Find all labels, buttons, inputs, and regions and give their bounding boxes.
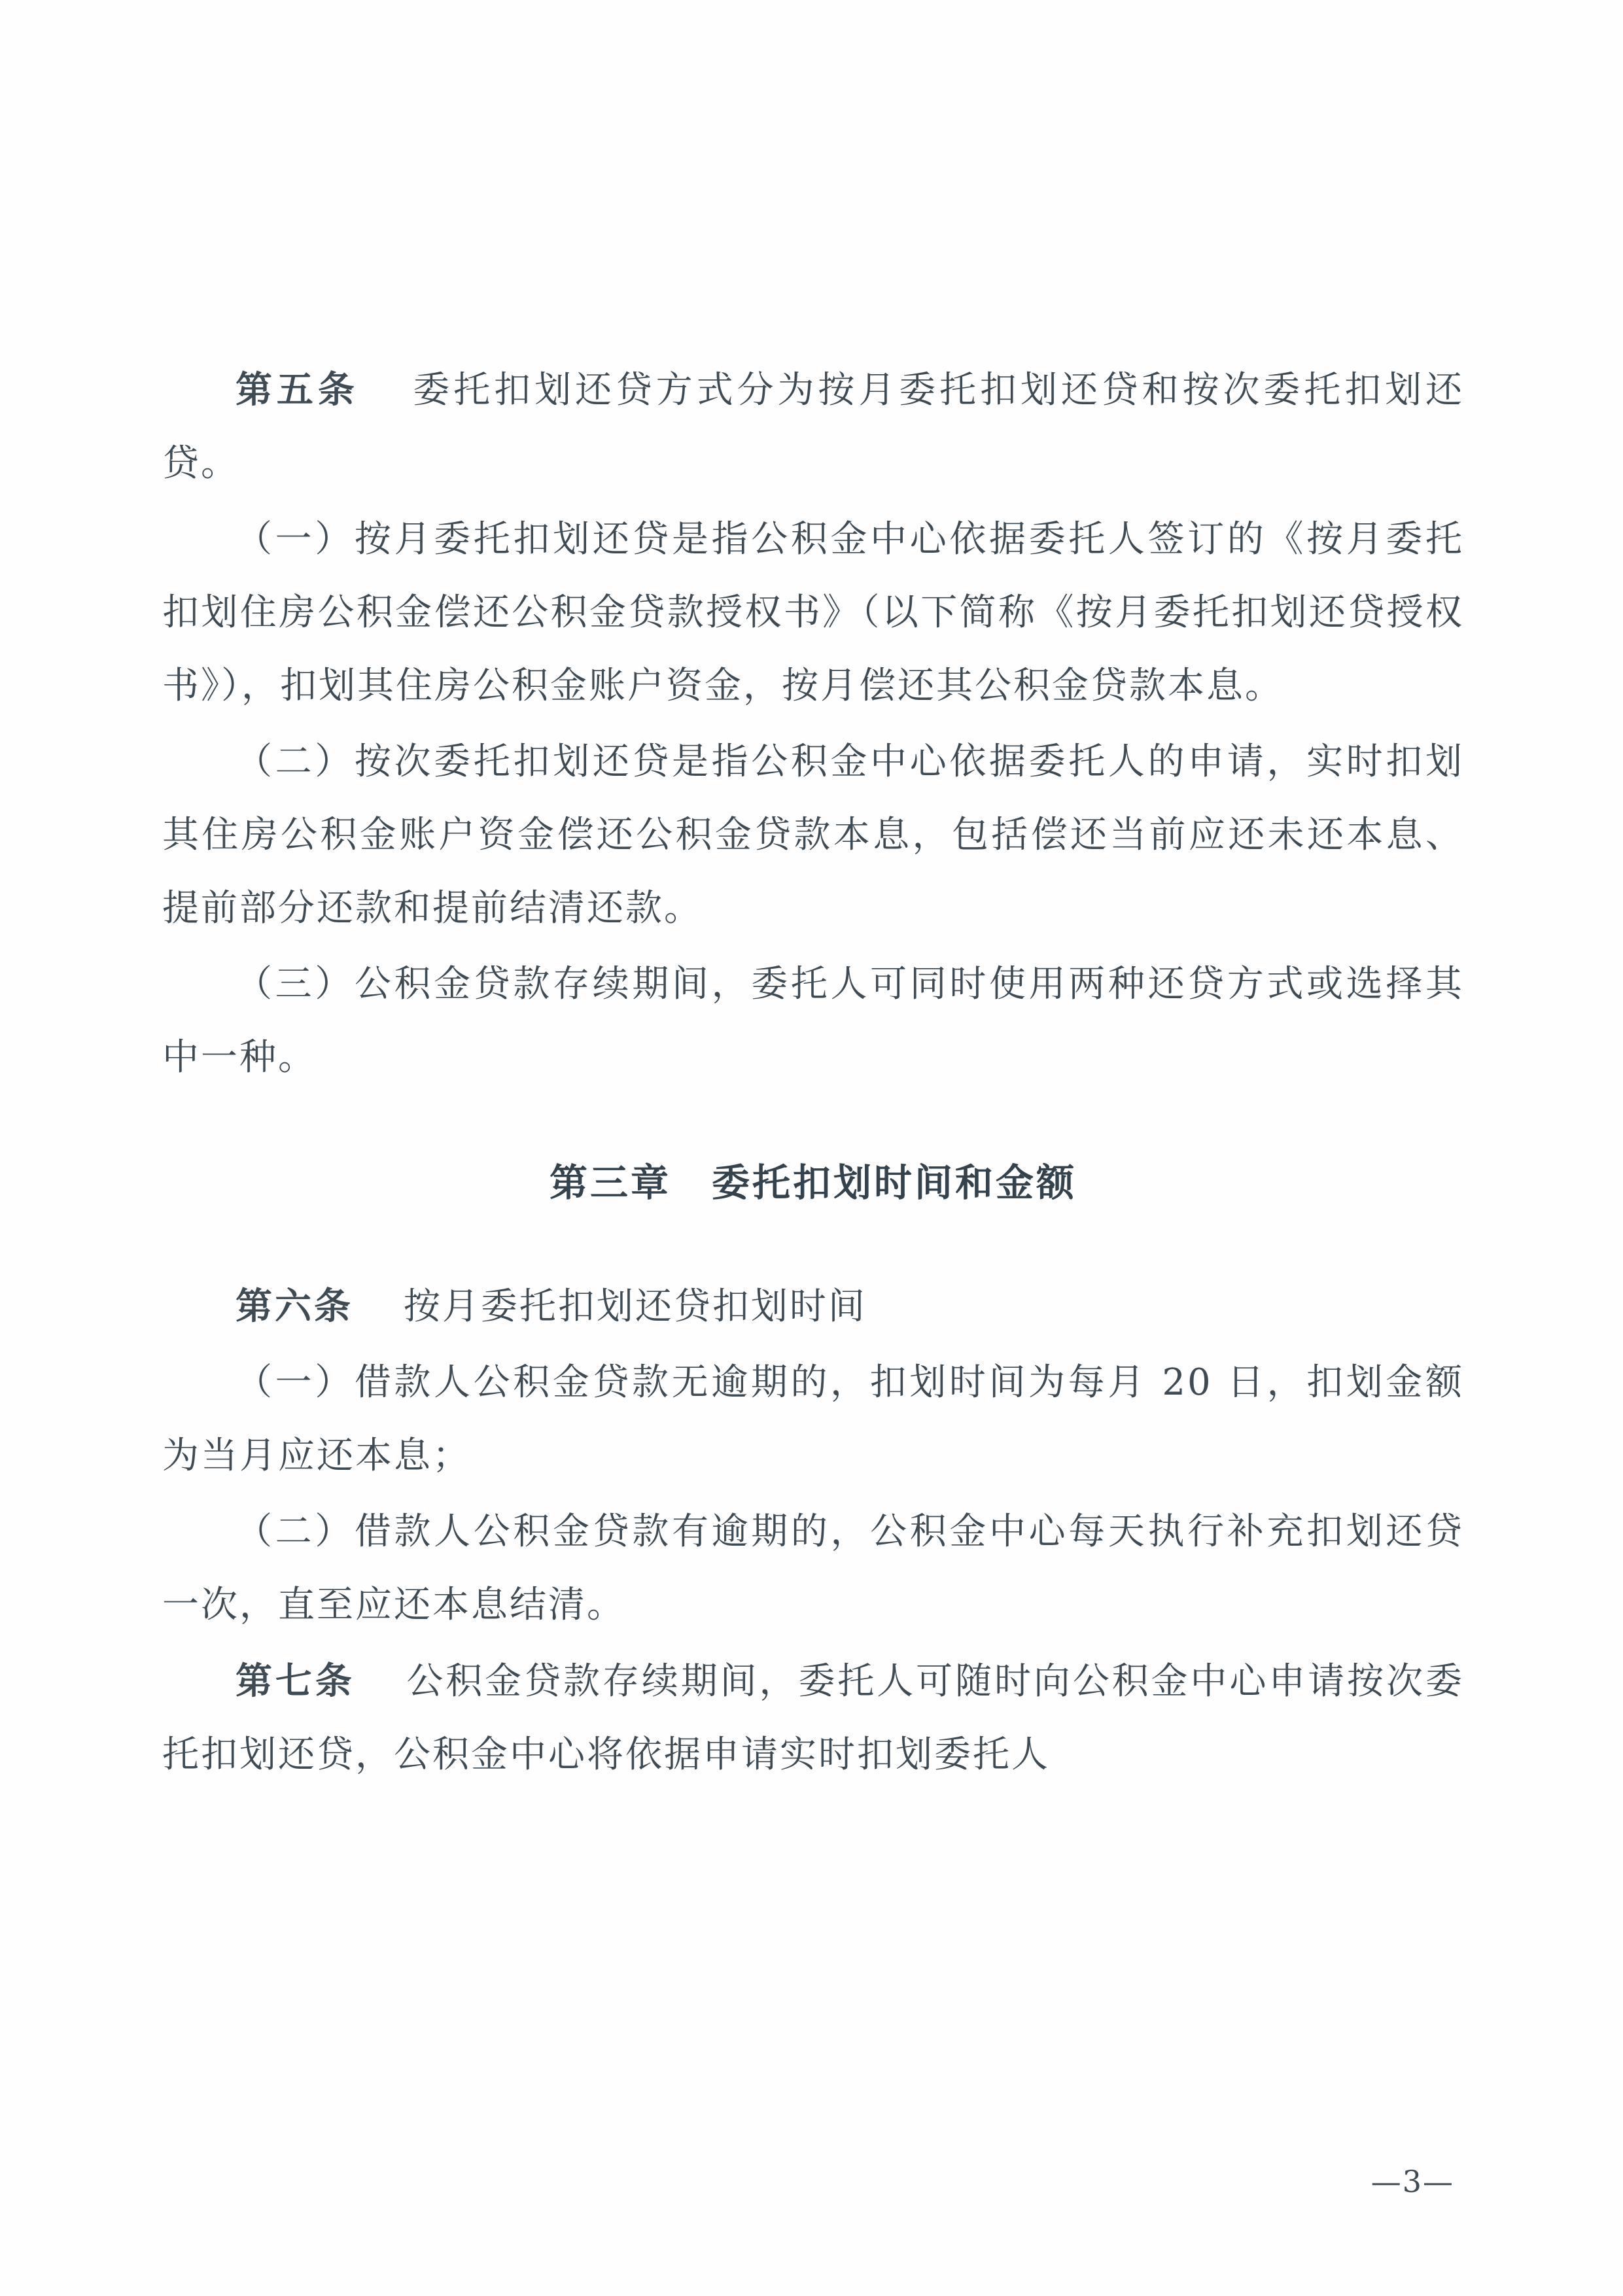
- paragraph-item-5: （二）借款人公积金贷款有逾期的，公积金中心每天执行补充扣划还贷一次，直至应还本息结清。: [162, 1510, 1464, 1626]
- article-number-5: 第五条: [236, 368, 359, 411]
- article-number-7: 第七条: [236, 1660, 355, 1703]
- chapter-heading-3: 第三章 委托扣划时间和金额: [549, 1160, 1077, 1205]
- document-body: [162, 353, 1464, 1792]
- article-number-6: 第六条: [236, 1285, 353, 1328]
- paragraph-item-1: （一）按月委托扣划还贷是指公积金中心依据委托人签订的《按月委托扣划住房公积金偿还公积金贷款授权书》（以下简称《按月委托扣划还贷授权书》），扣划其住房公积金账户资金，按月偿还其公积金贷款本息。: [162, 518, 1464, 707]
- article-paragraph-7: [162, 1644, 1464, 1792]
- article-text-5: 委托扣划还贷方式分为按月委托扣划还贷和按次委托扣划还贷。: [162, 369, 1464, 485]
- article-text-7: 公积金贷款存续期间，委托人可随时向公积金中心申请按次委托扣划还贷，公积金中心将依据申请实时扣划委托人: [162, 1660, 1465, 1776]
- paragraph-item-2: （二）按次委托扣划还贷是指公积金中心依据委托人的申请，实时扣划其住房公积金账户资金偿还公积金贷款本息，包括偿还当前应还未还本息、提前部分还款和提前结清还款。: [162, 740, 1464, 930]
- paragraph-item-3: （三）公积金贷款存续期间，委托人可同时使用两种还贷方式或选择其中一种。: [162, 963, 1464, 1079]
- article-paragraph-6: [162, 1270, 1464, 1344]
- paragraph-item-4: （一）借款人公积金贷款无逾期的，扣划时间为每月 20 日，扣划金额为当月应还本息；: [162, 1361, 1464, 1477]
- article-text-6: 按月委托扣划还贷扣划时间: [403, 1285, 867, 1328]
- page-number: —3—: [1370, 2164, 1454, 2199]
- article-paragraph-5: [162, 353, 1464, 500]
